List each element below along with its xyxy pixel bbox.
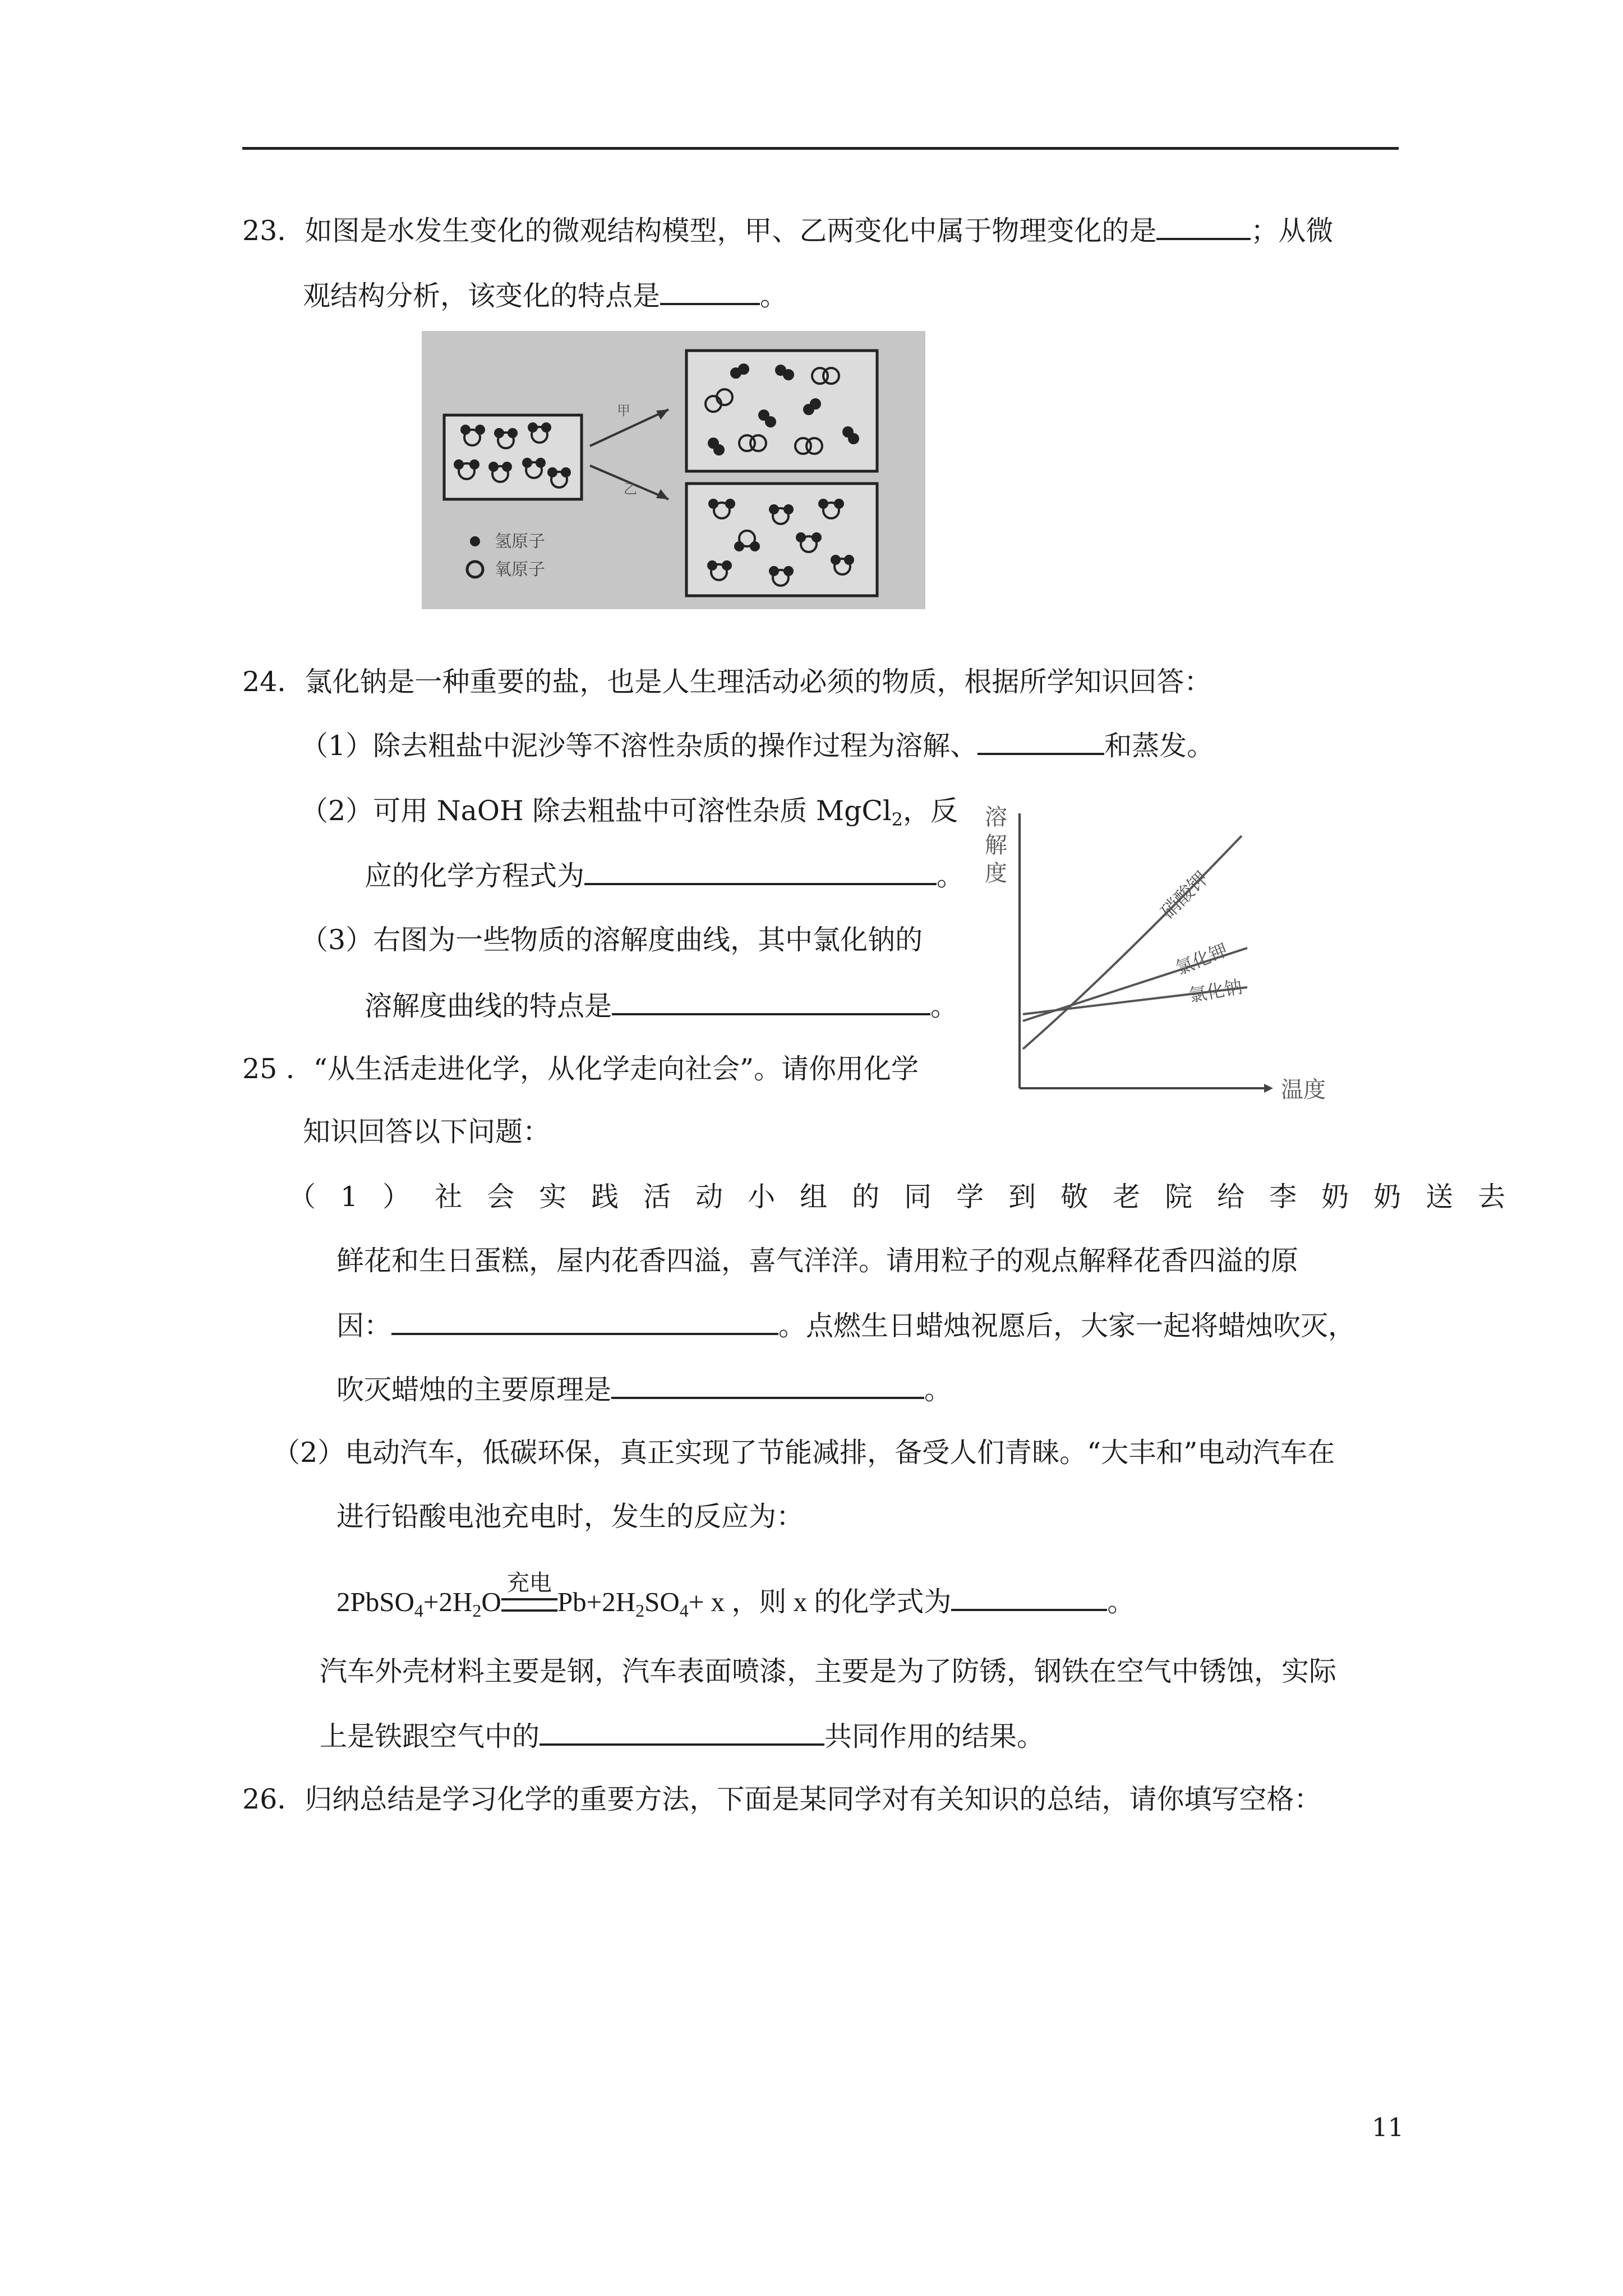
eq-sub-1: 4 bbox=[414, 1600, 423, 1621]
eq-sub-3: 2 bbox=[635, 1600, 645, 1621]
q25-p1-l4-dot: 。 bbox=[924, 1374, 952, 1406]
q25-blank-2[interactable] bbox=[611, 1372, 924, 1399]
q24-p2-end: ，反 bbox=[902, 795, 958, 827]
series-label-2: 氯化钠 bbox=[1187, 976, 1244, 1006]
series-label-0: 硝酸钾 bbox=[1156, 867, 1213, 924]
svg-text:乙: 乙 bbox=[624, 481, 637, 497]
q25-stem-1: 25 ．“从生活走进化学，从化学走向社会”。请你用化学 bbox=[242, 1053, 919, 1085]
eq-condition: 充电 bbox=[506, 1570, 552, 1595]
q24-part-2-line2 bbox=[365, 858, 964, 893]
eq-sub-4: 4 bbox=[679, 1600, 689, 1621]
q25-p2-l5-text: 上是铁跟空气中的 bbox=[320, 1720, 540, 1752]
q25-part-2-line2: 进行铅酸电池充电时，发生的反应为： bbox=[336, 1501, 804, 1533]
q25-blank-3[interactable] bbox=[951, 1584, 1107, 1611]
q24-p2-eq-label: 应的化学方程式为 bbox=[365, 860, 585, 892]
series-label-1: 氯化钾 bbox=[1172, 939, 1231, 979]
q25-part-1-line4 bbox=[336, 1372, 952, 1407]
x-axis-label: 温度 bbox=[1281, 1077, 1326, 1103]
eq-double-bar bbox=[501, 1598, 557, 1612]
q25-p2-l5-end: 共同作用的结果。 bbox=[824, 1720, 1045, 1752]
page-number: 11 bbox=[1372, 2113, 1404, 2142]
q25-p1-l4-text: 吹灭蜡烛的主要原理是 bbox=[336, 1374, 612, 1406]
y-axis-label-3: 度 bbox=[985, 861, 1007, 886]
q23-blank-2[interactable] bbox=[660, 278, 760, 305]
q25-part-2-line5 bbox=[320, 1719, 1044, 1754]
q25-stem-2: 知识回答以下问题： bbox=[303, 1116, 551, 1148]
series-line-potassium-nitrate bbox=[1023, 836, 1242, 1049]
q23-line-2 bbox=[303, 278, 787, 313]
eq-reactant-2: +2H bbox=[423, 1586, 473, 1617]
q24-p2-sub: 2 bbox=[891, 809, 903, 830]
q23-text-2: 观结构分析，该变化的特点是 bbox=[303, 280, 661, 312]
q24-p1-end: 和蒸发。 bbox=[1104, 730, 1215, 762]
q24-p2-dot: 。 bbox=[937, 860, 965, 892]
q26-stem: 26．归纳总结是学习化学的重要方法，下面是某同学对有关知识的总结，请你填写空格： bbox=[242, 1783, 1322, 1815]
y-axis-label-2: 解 bbox=[985, 832, 1007, 858]
q25-part-1-line3 bbox=[336, 1308, 1355, 1343]
q25-part-1-line2: 鲜花和生日蛋糕，屋内花香四溢，喜气洋洋。请用粒子的观点解释花香四溢的原 bbox=[336, 1245, 1299, 1277]
q24-part-1 bbox=[301, 728, 1214, 763]
q23-text-2b: 。 bbox=[760, 280, 788, 312]
eq-dot: 。 bbox=[1107, 1586, 1135, 1617]
eq-sub-2: 2 bbox=[472, 1600, 482, 1621]
solubility-chart bbox=[985, 797, 1359, 1114]
water-model-figure bbox=[422, 331, 925, 609]
q24-p2-text: （2）可用 NaOH 除去粗盐中可溶性杂质 MgCl bbox=[301, 795, 892, 827]
header-rule bbox=[242, 147, 1399, 150]
q25-equation bbox=[336, 1570, 1135, 1627]
q24-part-2 bbox=[301, 794, 958, 836]
q23-line-1 bbox=[242, 213, 1333, 248]
q24-blank-1[interactable] bbox=[978, 728, 1104, 755]
q24-p1-text: （1）除去粗盐中泥沙等不溶性杂质的操作过程为溶解、 bbox=[301, 730, 978, 762]
q23-text-1b: ；从微 bbox=[1251, 215, 1334, 247]
eq-reactant-2b: O bbox=[481, 1586, 501, 1617]
legend-hydrogen: 氢原子 bbox=[495, 532, 545, 551]
q25-part-1-head: （1）社会实践活动小组的同学到敬老院给李奶奶送去 bbox=[288, 1181, 1530, 1213]
q25-blank-4[interactable] bbox=[540, 1719, 824, 1746]
q24-part-3-line2 bbox=[365, 988, 958, 1023]
eq-reactant-1: 2PbSO bbox=[336, 1586, 414, 1617]
eq-product-2: SO bbox=[644, 1586, 680, 1617]
legend-oxygen: 氧原子 bbox=[495, 560, 545, 579]
q24-blank-2[interactable] bbox=[584, 858, 937, 885]
eq-arrow bbox=[501, 1570, 557, 1619]
eq-product-1: Pb+2H bbox=[557, 1586, 636, 1617]
y-axis-label-1: 溶 bbox=[985, 804, 1007, 830]
q23-text-1: 23．如图是水发生变化的微观结构模型，甲、乙两变化中属于物理变化的是 bbox=[242, 215, 1157, 247]
y-axis-label bbox=[985, 804, 1015, 886]
q24-blank-3[interactable] bbox=[612, 988, 930, 1015]
q25-blank-1[interactable] bbox=[391, 1308, 778, 1335]
q25-part-2-line1: （2）电动汽车，低碳环保，真正实现了节能减排，备受人们青睐。“大丰和”电动汽车在 bbox=[273, 1437, 1335, 1469]
eq-question: + x ，则 x 的化学式为 bbox=[688, 1586, 952, 1617]
q24-p3-text: 溶解度曲线的特点是 bbox=[365, 990, 612, 1022]
q24-stem: 24．氯化钠是一种重要的盐，也是人生理活动必须的物质，根据所学知识回答： bbox=[242, 666, 1212, 698]
svg-text:甲: 甲 bbox=[617, 403, 630, 418]
q25-p1-l3-rest: 。点燃生日蜡烛祝愿后，大家一起将蜡烛吹灭， bbox=[778, 1310, 1356, 1342]
q25-p1-because: 因： bbox=[336, 1310, 392, 1342]
q23-blank-1[interactable] bbox=[1156, 213, 1251, 240]
q24-p3-dot: 。 bbox=[930, 990, 958, 1022]
q25-part-2-line4: 汽车外壳材料主要是钢，汽车表面喷漆，主要是为了防锈，钢铁在空气中锈蚀，实际 bbox=[320, 1655, 1337, 1687]
q24-part-3: （3）右图为一些物质的溶解度曲线，其中氯化钠的 bbox=[301, 924, 923, 956]
